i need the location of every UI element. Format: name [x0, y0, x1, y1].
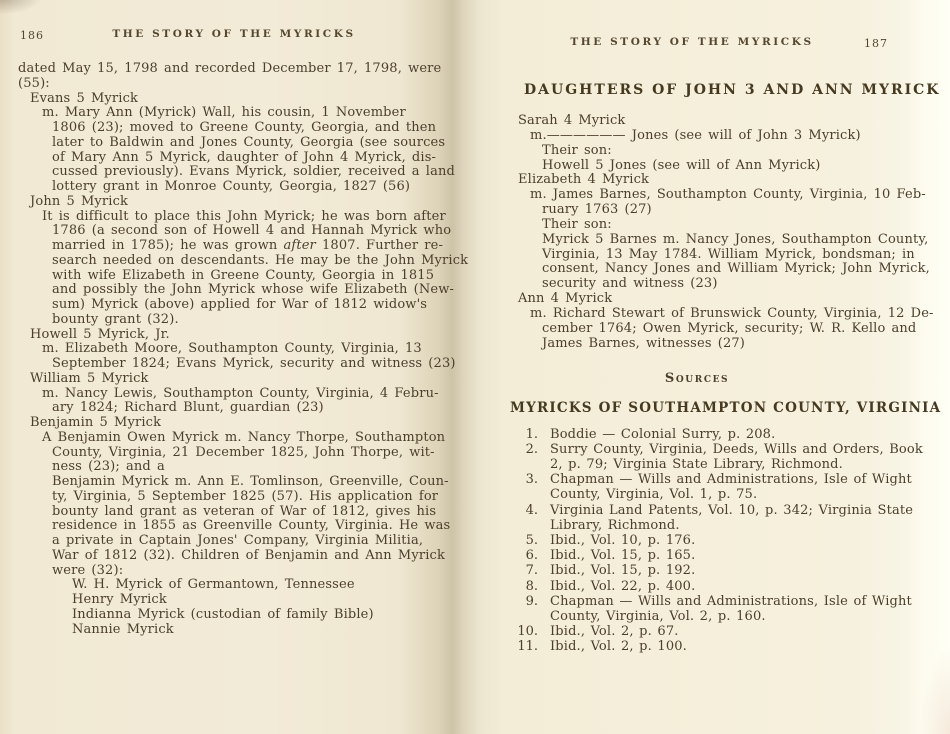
source-text	[550, 503, 913, 533]
source-number: 1.	[525, 426, 538, 442]
text-line: John 5 Myrick	[30, 193, 129, 209]
source-text	[550, 427, 775, 442]
source-number: 9.	[525, 593, 538, 609]
source-item	[508, 579, 916, 594]
text-line: Ann 4 Myrick	[518, 291, 613, 307]
source-item	[508, 427, 916, 442]
source-number: 2.	[525, 441, 538, 457]
text-line: m. Elizabeth Moore, Southampton County, Virginia, 13	[42, 341, 422, 357]
right-running-title: THE STORY OF THE MYRICKS	[570, 36, 814, 48]
text-line: cember 1764; Owen Myrick, security; W. R. Kello and	[542, 320, 917, 336]
text-line: War of 1812 (32). Children of Benjamin and Ann Myrick	[52, 547, 445, 563]
left-page-header	[18, 28, 450, 44]
text-line: A Benjamin Owen Myrick m. Nancy Thorpe, Southampton	[42, 429, 446, 445]
text-line: Howell 5 Jones (see will of Ann Myrick)	[542, 157, 821, 173]
text-line: later to Baldwin and Jones County, Georgia (see sources	[52, 134, 446, 150]
text-line: Evans 5 Myrick	[30, 90, 139, 106]
text-line: Ibid., Vol. 15, p. 192.	[550, 563, 696, 579]
right-page-body	[508, 113, 934, 352]
text-line: Indianna Myrick (custodian of family Bible)	[72, 606, 374, 622]
text-line: September 1824; Evans Myrick, security and witness (23)	[52, 356, 456, 371]
right-page-header	[508, 36, 916, 52]
source-text	[550, 533, 695, 548]
text-line: Elizabeth 4 Myrick	[518, 172, 650, 188]
text-line: m. Mary Ann (Myrick) Wall, his cousin, 1 November	[42, 105, 406, 121]
daughters-section-heading: DAUGHTERS OF JOHN 3 AND ANN MYRICK	[524, 82, 941, 98]
left-running-title: THE STORY OF THE MYRICKS	[112, 28, 356, 40]
source-number: 6.	[525, 548, 538, 564]
source-item	[508, 441, 923, 472]
text-line: W. H. Myrick of Germantown, Tennessee	[72, 577, 355, 593]
text-line: William 5 Myrick	[30, 370, 149, 386]
text-line: County, Virginia, Vol. 1, p. 75.	[550, 487, 758, 503]
source-number: 7.	[525, 563, 538, 579]
text-line: County, Virginia, Vol. 2, p. 160.	[550, 608, 766, 624]
source-text	[550, 442, 923, 472]
source-number: 4.	[525, 502, 538, 518]
text-line: Chapman — Wills and Administrations, Isle of Wight	[550, 593, 912, 609]
text-line: m. James Barnes, Southampton County, Virginia, 10 Feb-	[530, 187, 926, 203]
text-line: sum) Myrick (above) applied for War of 1812 widow's	[52, 297, 428, 312]
text-line: Virginia Land Patents, Vol. 10, p. 342; Virginia State	[550, 502, 914, 518]
text-line: bounty grant (32).	[52, 311, 179, 327]
text-line: 2, p. 79; Virginia State Library, Richmond.	[550, 456, 843, 472]
text-line: were (32):	[52, 562, 124, 578]
text-line: ary 1824; Richard Blunt, guardian (23)	[52, 400, 324, 416]
source-number: 10.	[517, 624, 538, 640]
right-page	[508, 36, 942, 655]
text-line: with wife Elizabeth in Greene County, Georgia in 1815	[52, 267, 435, 283]
text-line: Their son:	[542, 216, 612, 232]
text-line: consent, Nancy Jones and William Myrick; John Myrick,	[542, 261, 930, 277]
source-number: 8.	[525, 578, 538, 594]
scan-corner-shadow	[0, 0, 46, 16]
right-page-number: 187	[864, 37, 888, 50]
text-line: lottery grant in Monroe County, Georgia, 1827 (56)	[52, 179, 411, 194]
left-page-body	[18, 61, 469, 637]
sources-title: MYRICKS OF SOUTHAMPTON COUNTY, VIRGINIA	[510, 399, 942, 416]
text-line: Benjamin 5 Myrick	[30, 415, 162, 430]
source-text	[550, 624, 679, 639]
text-line: Their son:	[542, 142, 612, 158]
text-line: Henry Myrick	[72, 592, 167, 607]
text-line: security and witness (23)	[542, 276, 718, 292]
text-line: ruary 1763 (27)	[542, 202, 652, 218]
text-line: Boddie — Colonial Surry, p. 208.	[550, 426, 776, 442]
source-item	[508, 472, 916, 502]
text-line: cussed previously). Evans Myrick, soldier, received a land	[52, 164, 455, 180]
source-text	[550, 548, 695, 563]
source-item	[508, 639, 916, 654]
text-line: County, Virginia, 21 December 1825, John Thorpe, wit-	[52, 444, 435, 460]
source-number: 11.	[517, 639, 538, 655]
left-page-number: 186	[20, 29, 44, 42]
text-line: Ibid., Vol. 2, p. 100.	[550, 639, 687, 655]
text-line: ness (23); and a	[52, 459, 165, 475]
text-line: a private in Captain Jones' Company, Virginia Militia,	[52, 533, 424, 548]
sources-list	[508, 426, 923, 655]
text-line: 1786 (a second son of Howell 4 and Hannah Myrick who	[52, 223, 452, 239]
source-item	[508, 563, 916, 578]
source-text	[550, 563, 695, 578]
text-line: of Mary Ann 5 Myrick, daughter of John 4 Myrick, dis-	[52, 149, 437, 165]
text-line: James Barnes, witnesses (27)	[542, 335, 746, 351]
text-line: Library, Richmond.	[550, 517, 680, 533]
text-line: Ibid., Vol. 15, p. 165.	[550, 548, 696, 564]
sources-heading: Sources	[664, 370, 730, 386]
text-line: Sarah 4 Myrick	[518, 113, 626, 128]
text-line: 1806 (23); moved to Greene County, Georgia, and then	[52, 120, 437, 135]
source-text	[550, 639, 687, 654]
source-item	[508, 533, 916, 548]
text-line: and possibly the John Myrick whose wife Elizabeth (New-	[52, 282, 455, 298]
text-line: Surry County, Virginia, Deeds, Wills and Orders, Book	[550, 441, 923, 457]
text-line: Howell 5 Myrick, Jr.	[30, 326, 170, 342]
source-item	[508, 548, 916, 563]
source-text	[550, 472, 912, 502]
scan-corner-tint	[920, 644, 950, 734]
text-line: Virginia, 13 May 1784. William Myrick, bondsman; in	[542, 246, 915, 262]
text-line: It is difficult to place this John Myrick; he was born after	[42, 208, 446, 224]
source-text	[550, 594, 912, 624]
left-page	[18, 28, 469, 637]
text-line: married in 1785); he was grown after 1807. Further re-	[52, 238, 444, 253]
source-text	[550, 579, 695, 594]
source-item	[508, 594, 916, 624]
source-item	[508, 503, 916, 533]
source-item	[508, 624, 916, 639]
text-line: search needed on descendants. He may be the John Myrick	[52, 252, 469, 268]
source-number: 3.	[525, 472, 538, 488]
text-line: Ibid., Vol. 22, p. 400.	[550, 578, 696, 594]
text-line: Benjamin Myrick m. Ann E. Tomlinson, Greenville, Coun-	[52, 474, 449, 489]
text-line: Ibid., Vol. 10, p. 176.	[550, 532, 696, 548]
text-line: bounty land grant as veteran of War of 1812, gives his	[52, 503, 437, 519]
text-line: dated May 15, 1798 and recorded December 17, 1798, were	[18, 61, 442, 76]
text-line: Nannie Myrick	[72, 621, 174, 637]
text-line: m. Nancy Lewis, Southampton County, Virginia, 4 Febru-	[42, 385, 439, 401]
source-number: 5.	[525, 532, 538, 548]
text-line: Myrick 5 Barnes m. Nancy Jones, Southampton County,	[542, 231, 929, 247]
text-line: m.—————— Jones (see will of John 3 Myrick)	[530, 127, 861, 143]
text-line: m. Richard Stewart of Brunswick County, Virginia, 12 De-	[530, 305, 934, 321]
text-line: ty, Virginia, 5 September 1825 (57). His application for	[52, 488, 439, 504]
text-line: Chapman — Wills and Administrations, Isle of Wight	[550, 472, 912, 488]
text-line: (55):	[18, 75, 50, 91]
text-line: residence in 1855 as Greenville County, Virginia. He was	[52, 518, 451, 534]
text-line: Ibid., Vol. 2, p. 67.	[550, 624, 679, 640]
